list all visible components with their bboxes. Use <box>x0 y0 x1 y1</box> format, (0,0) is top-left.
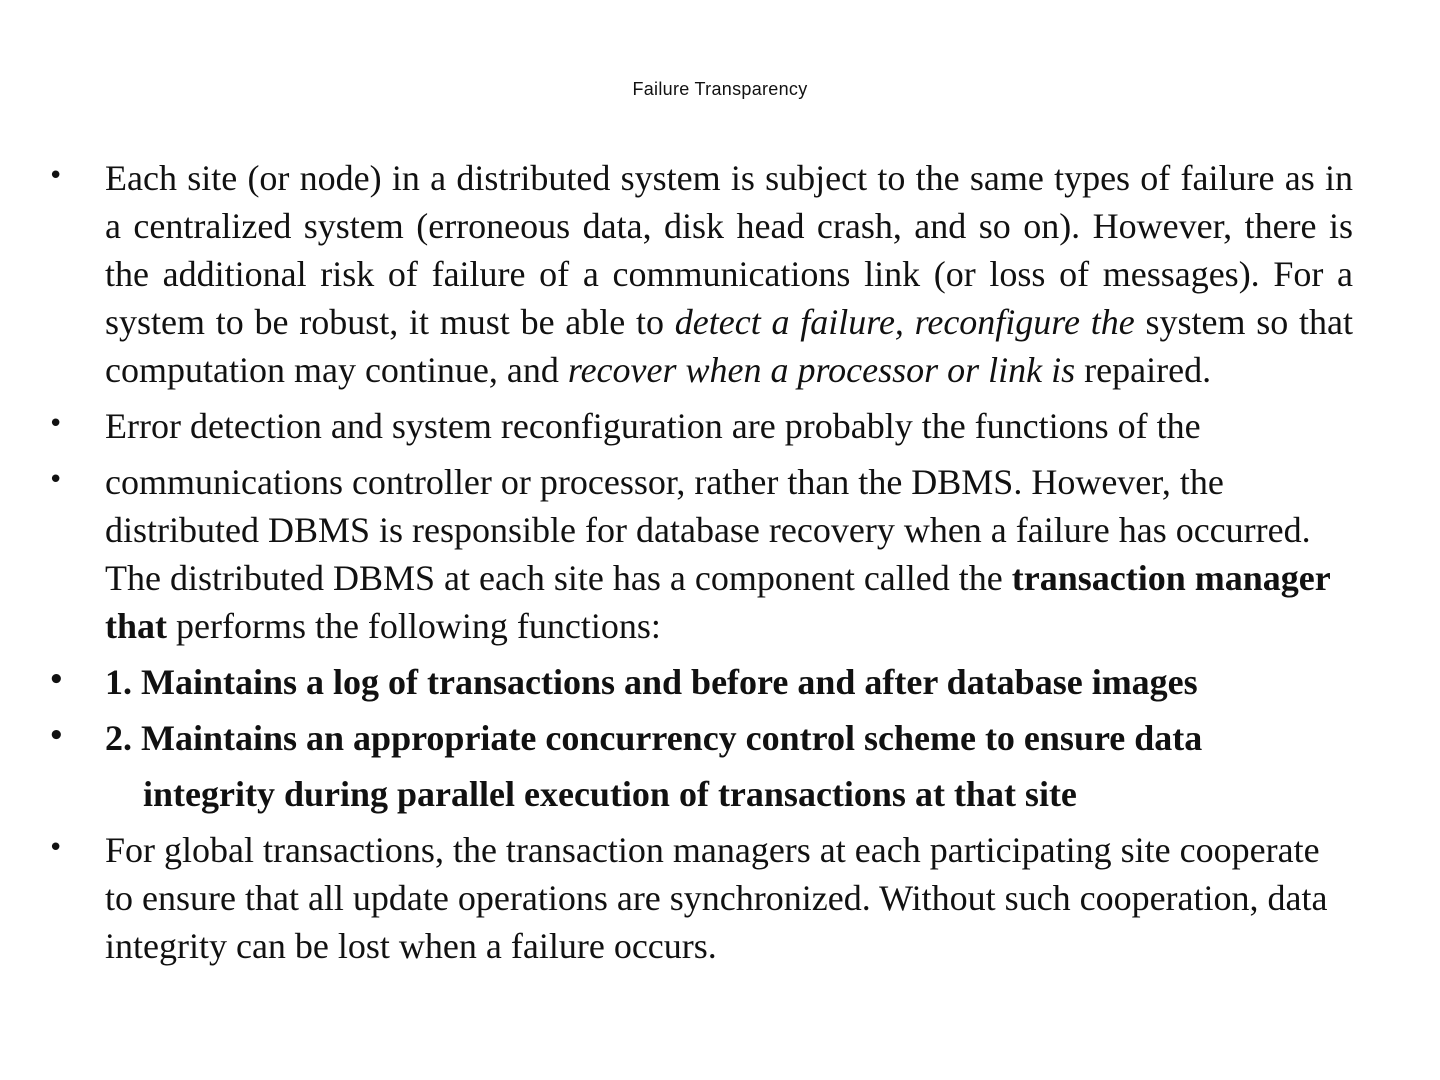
bullet-text: 1. Maintains a log of transactions and before and after database images <box>105 662 1198 702</box>
bullet-icon: • <box>48 465 64 495</box>
bullet-item-site-failure <box>0 154 1353 394</box>
bullet-continuation <box>0 770 1353 818</box>
bullet-icon: • <box>48 161 64 191</box>
bullet-text: For global transactions, the transaction managers at each participating site cooperate to ensure that all update operations are synchronized. Without such cooperation, data integrity can be lost when a failure occurs. <box>105 830 1328 966</box>
bullet-text: integrity during parallel execution of transactions at that site <box>143 774 1077 814</box>
bullet-item-concurrency-control <box>0 714 1353 762</box>
bullet-text: repaired. <box>1075 350 1212 390</box>
bullet-text-italic: recover when a processor or link is <box>567 350 1076 390</box>
bullet-text: system so that computation may continue, and <box>105 302 1353 390</box>
bullet-text: Each site (or node) in a distributed system is subject to the same types of failure as in a centralized system (erroneous data, disk head crash, and so on). However, there is the additional risk of failure of a communications link (or loss of messages). For a system to be robust, it must be able to <box>105 158 1353 342</box>
bullet-list <box>0 154 1440 978</box>
bullet-text-bold: transaction manager that <box>105 558 1331 646</box>
bullet-item-error-detection <box>0 402 1353 450</box>
bullet-text: performs the following functions: <box>167 606 661 646</box>
bullet-item-communications-controller <box>0 458 1353 650</box>
bullet-icon: • <box>48 665 65 695</box>
bullet-text-italic: detect a failure, reconfigure the <box>674 302 1135 342</box>
bullet-text: 2. Maintains an appropriate concurrency control scheme to ensure data <box>105 718 1203 758</box>
bullet-item-global-transactions <box>0 826 1353 970</box>
bullet-icon: • <box>48 409 64 439</box>
bullet-item-maintains-log <box>0 658 1353 706</box>
bullet-text: Error detection and system reconfiguration are probably the functions of the <box>105 406 1201 446</box>
bullet-icon: • <box>48 721 65 751</box>
bullet-icon: • <box>48 833 64 863</box>
slide-title: Failure Transparency <box>632 79 808 99</box>
bullet-text: communications controller or processor, rather than the DBMS. However, the distributed DBMS is responsible for database recovery when a failure has occurred. The distributed DBMS at each site has a component called the <box>105 462 1311 598</box>
